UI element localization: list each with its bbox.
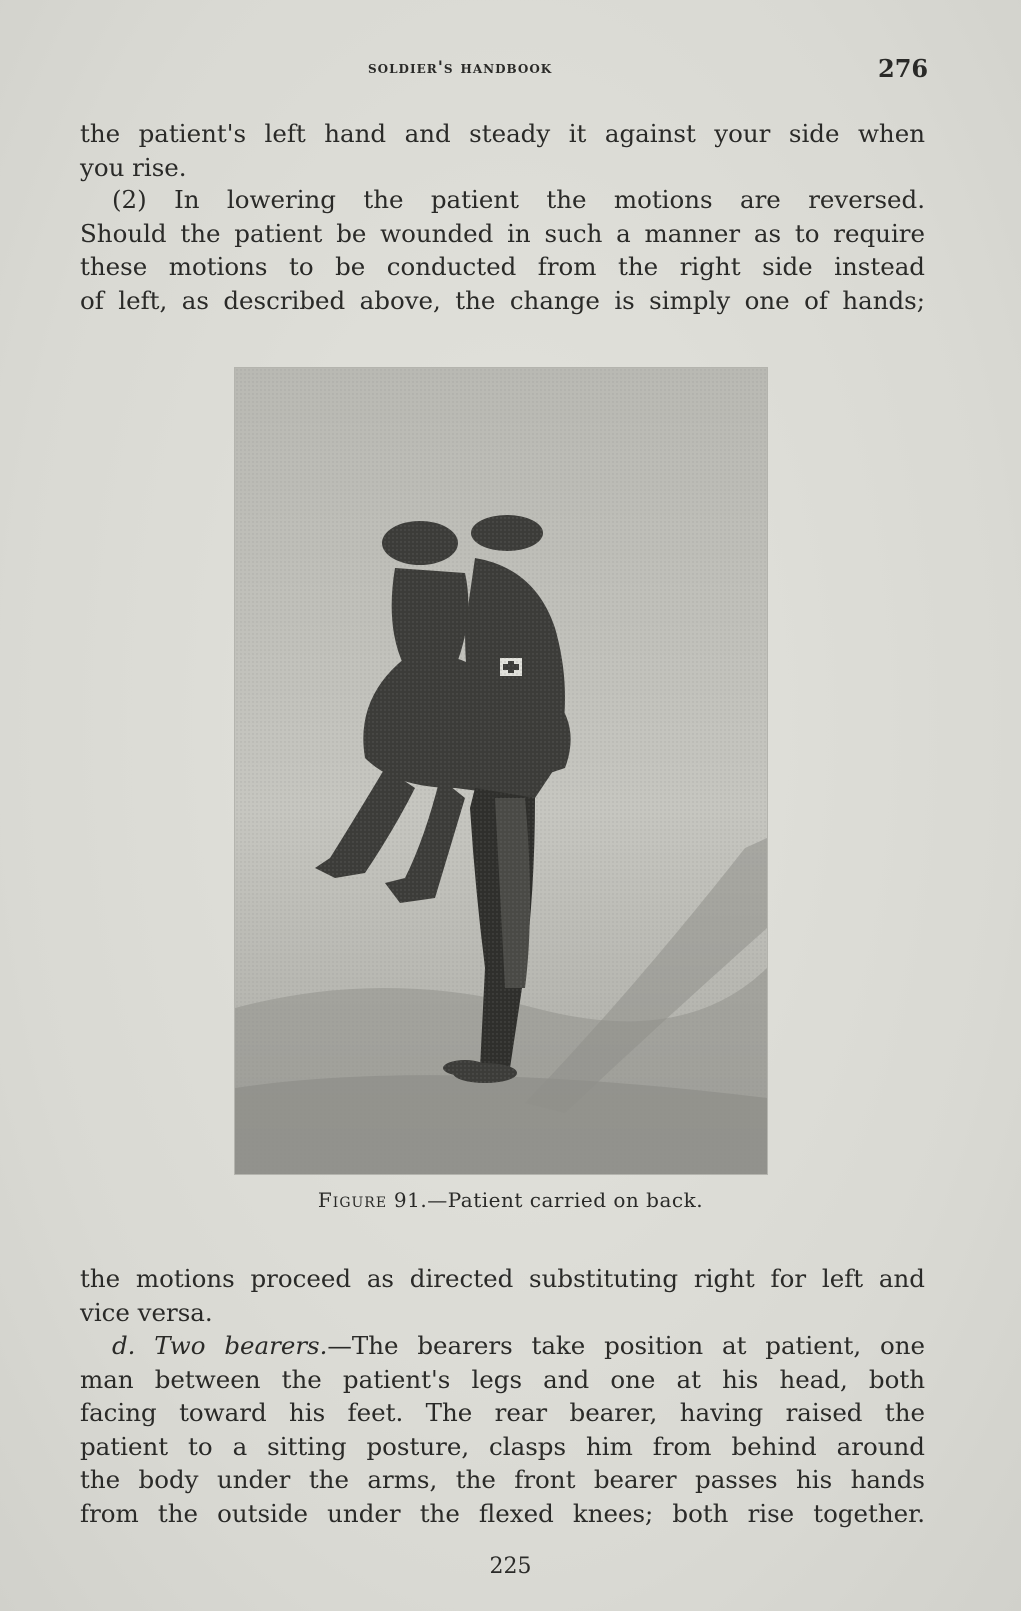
text-line: the body under the arms, the front bearer passes his hands — [80, 1465, 925, 1494]
top-paragraph — [80, 117, 925, 317]
text-line: these motions to be conducted from the right side instead — [80, 252, 925, 281]
caption-label: Figure — [317, 1188, 388, 1212]
caption-text: 91.—Patient carried on back. — [393, 1188, 704, 1212]
page-number: 225 — [489, 1554, 532, 1579]
text-line: you rise. — [80, 152, 187, 182]
text-line: the patient's left hand and steady it against your side when — [80, 119, 925, 148]
text-line: (2) In lowering the patient the motions are reversed. — [112, 185, 925, 214]
running-head — [0, 56, 1021, 86]
text-run: —The bearers take position at patient, one — [327, 1331, 926, 1360]
running-title: soldier's handbook — [368, 58, 553, 78]
text-line: of left, as described above, the change is simply one of hands; — [80, 285, 925, 315]
leaf-number: 276 — [878, 54, 929, 83]
text-line: patient to a sitting posture, clasps him from behind around — [80, 1431, 925, 1461]
bottom-paragraph — [80, 1262, 925, 1530]
text-line: vice versa. — [80, 1297, 213, 1327]
photo-illustration — [235, 368, 767, 1174]
text-line: facing toward his feet. The rear bearer, having raised the — [80, 1398, 925, 1427]
text-line: Should the patient be wounded in such a manner as to require — [80, 218, 925, 248]
figure-caption — [0, 1188, 1021, 1212]
figure-photo — [234, 367, 768, 1175]
subsection-label: d. Two bearers. — [112, 1331, 328, 1360]
text-line: man between the patient's legs and one at his head, both — [80, 1364, 925, 1394]
subsection-first-line — [80, 1329, 925, 1363]
text-line: the motions proceed as directed substituting right for left and — [80, 1264, 925, 1293]
text-line: from the outside under the flexed knees; both rise together. — [80, 1498, 925, 1528]
